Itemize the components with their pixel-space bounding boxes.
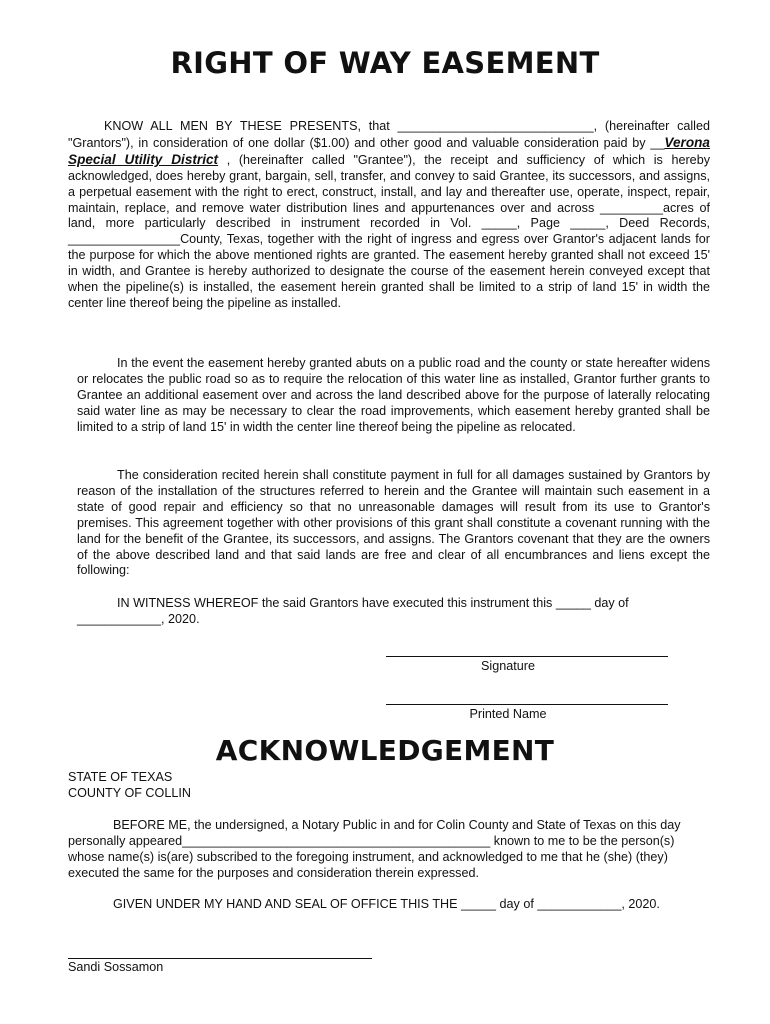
signature-label: Signature [481,659,535,673]
state-line: STATE OF TEXAS [68,770,173,784]
document-title: RIGHT OF WAY EASEMENT [170,46,600,80]
signature-line [386,656,668,657]
notary-name: Sandi Sossamon [68,960,164,974]
witness-date-line: ____________, 2020. [77,611,200,626]
notary-text: BEFORE ME, the undersigned, a Notary Public in and for Colin County and State of Texas on this day personally appeared____________________________________________ known to me to be the person(s) whose name(s) is(are) subscribed to the foregoing instrument, and acknowledged to me that he (she) (they) executed the same for the purposes and consideration therein expressed. [68,818,681,880]
consideration-paragraph [77,468,710,579]
grant-paragraph [68,119,710,312]
relocation-text: In the event the easement hereby granted abuts on a public road and the county or state hereafter widens or relocates the public road so as to require the relocation of this water line as installed, Grantor further grants to Grantee an additional easement over and across the land described above for the purpose of laterally relocating said water line as may be necessary to clear the road improvements, which easement hereby granted shall be limited to a strip of land 15' in width the center line thereof being the pipeline as relocated. [77,356,710,434]
given-paragraph [68,897,698,913]
printed-name-line [386,704,668,705]
grant-text-part-1: KNOW ALL MEN BY THESE PRESENTS, that ____________________________, (hereinafter called "Grantors"), in consideration of one dollar ($1.00) and other good and valuable consideration paid by __ [68,119,710,150]
consideration-text: The consideration recited herein shall constitute payment in full for all damages sustained by Grantors by reason of the installation of the structures referred to herein and the Grantee will maintain such easement in a state of good repair and efficiency so that no unreasonable damages will result from its use to Grantor's premises. This agreement together with other provisions of this grant shall constitute a covenant running with the land for the benefit of the Grantee, its successors, and assigns. The Grantors covenant that they are the owners of the above described land and that said lands are free and clear of all encumbrances and liens except the following: [77,468,710,578]
notary-signature-line [68,958,372,959]
grant-text-part-2: , (hereinafter called "Grantee"), the receipt and sufficiency of which is hereby acknowledged, does hereby grant, bargain, sell, transfer, and convey to said Grantee, its successors, and assigns, a perpetual easement with the right to erect, construct, install, and lay and thereafter use, operate, inspect, repair, maintain, replace, and remove water distribution lines and appurtenances over and across _________acres of land, more particularly described in instrument recorded in Vol. _____, Page _____, Deed Records, ________________County, Texas, together with the right of ingress and egress over Grantor's adjacent lands for the purpose for which the above mentioned rights are granted. The easement hereby granted shall not exceed 15' in width, and Grantee is hereby authorized to designate the course of the easement herein conveyed except that when the pipeline(s) is installed, the easement herein granted shall be limited to a strip of land 15' in width the center line thereof being the pipeline as installed. [68,152,710,310]
relocation-paragraph [77,356,710,436]
county-line: COUNTY OF COLLIN [68,786,191,800]
printed-name-label: Printed Name [469,707,547,721]
witness-text: IN WITNESS WHEREOF the said Grantors have executed this instrument this _____ day of [117,596,629,610]
notary-paragraph [68,818,698,882]
acknowledgement-title: ACKNOWLEDGEMENT [215,734,555,767]
given-text: GIVEN UNDER MY HAND AND SEAL OF OFFICE THIS THE _____ day of ____________, 2020. [113,897,660,911]
witness-paragraph [77,596,710,628]
grantee-name: Verona Special Utility District [68,134,710,167]
